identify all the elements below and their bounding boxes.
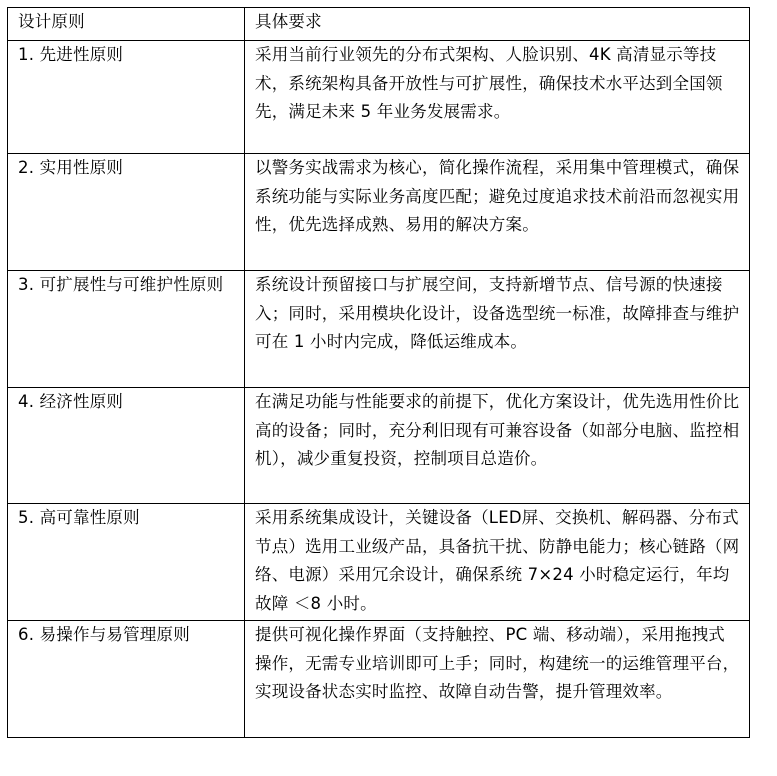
principle-cell: 3. 可扩展性与可维护性原则 [8, 271, 245, 388]
table-row [8, 271, 750, 388]
requirement-cell: 以警务实战需求为核心，简化操作流程，采用集中管理模式，确保系统功能与实际业务高度匹配；避免过度追求技术前沿而忽视实用性，优先选择成熟、易用的解决方案。 [245, 154, 750, 271]
requirement-cell: 采用当前行业领先的分布式架构、人脸识别、4K 高清显示等技术，系统架构具备开放性与可扩展性，确保技术水平达到全国领先，满足未来 5 年业务发展需求。 [245, 41, 750, 154]
principle-cell: 1. 先进性原则 [8, 41, 245, 154]
principle-cell: 2. 实用性原则 [8, 154, 245, 271]
table-row [8, 41, 750, 154]
requirement-cell: 系统设计预留接口与扩展空间，支持新增节点、信号源的快速接入；同时，采用模块化设计，设备选型统一标准，故障排查与维护可在 1 小时内完成，降低运维成本。 [245, 271, 750, 388]
table-row [8, 621, 750, 738]
header-row [8, 8, 750, 41]
table-header [8, 8, 750, 41]
design-principles-table [7, 7, 750, 738]
table-row [8, 388, 750, 504]
requirement-cell: 提供可视化操作界面（支持触控、PC 端、移动端），采用拖拽式操作，无需专业培训即可上手；同时，构建统一的运维管理平台，实现设备状态实时监控、故障自动告警，提升管理效率。 [245, 621, 750, 738]
table-row [8, 154, 750, 271]
requirement-cell: 在满足功能与性能要求的前提下，优化方案设计，优先选用性价比高的设备；同时，充分利旧现有可兼容设备（如部分电脑、监控相机），减少重复投资，控制项目总造价。 [245, 388, 750, 504]
table-row [8, 504, 750, 621]
principle-cell: 4. 经济性原则 [8, 388, 245, 504]
header-principle: 设计原则 [8, 8, 245, 41]
principle-cell: 6. 易操作与易管理原则 [8, 621, 245, 738]
header-requirement: 具体要求 [245, 8, 750, 41]
requirement-cell: 采用系统集成设计，关键设备（LED屏、交换机、解码器、分布式节点）选用工业级产品，具备抗干扰、防静电能力；核心链路（网络、电源）采用冗余设计，确保系统 7×24 小时稳定运行，年均故障 ＜8 小时。 [245, 504, 750, 621]
table-body [8, 41, 750, 738]
principle-cell: 5. 高可靠性原则 [8, 504, 245, 621]
